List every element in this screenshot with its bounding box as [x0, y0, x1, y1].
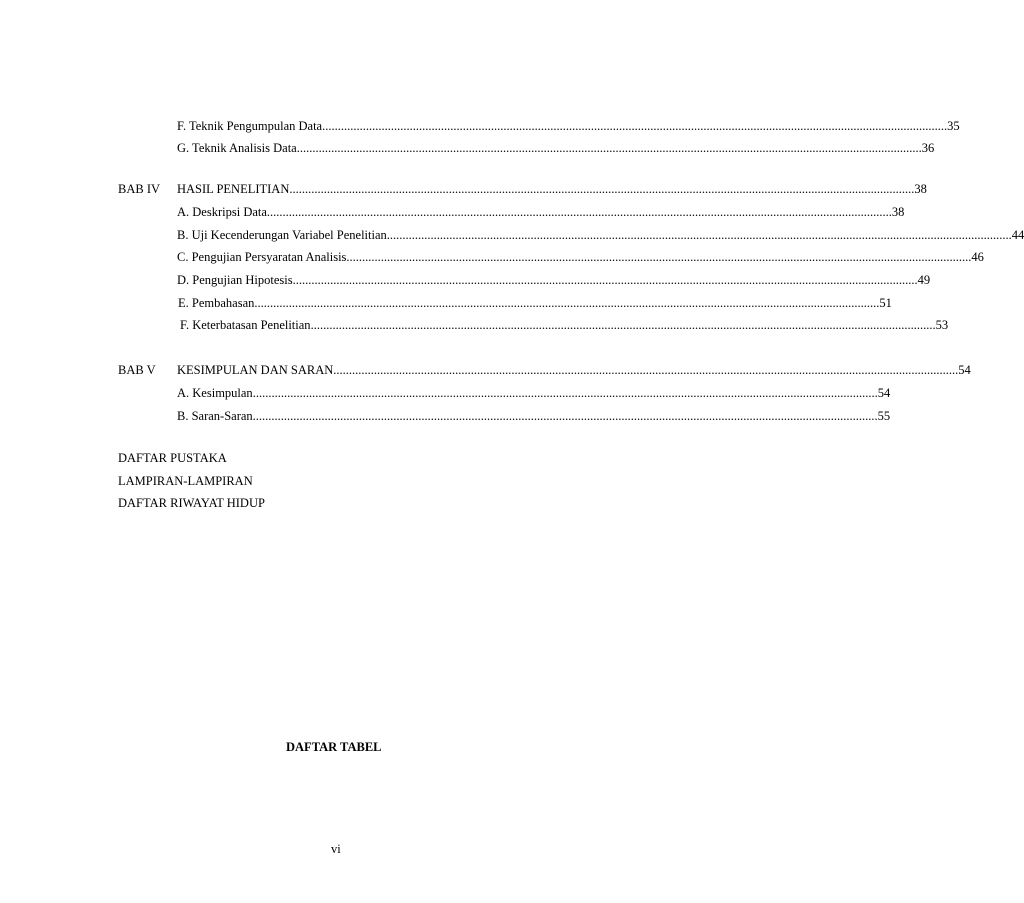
toc-entry-page: 49 [917, 273, 931, 287]
toc-entry-page: 38 [891, 205, 905, 219]
toc-leader-dots: ........................................................................................................................................................................................................ [322, 119, 948, 133]
chapter-code-bab-iv: BAB IV [118, 182, 161, 196]
toc-entry-pengujian-persyaratan [177, 250, 984, 265]
toc-leader-dots: ........................................................................................................................................................................................................ [292, 273, 918, 287]
toc-entry-label: E. Pembahasan [178, 296, 255, 310]
toc-entry-page: 53 [935, 318, 949, 332]
toc-lampiran-lampiran: LAMPIRAN-LAMPIRAN [118, 474, 253, 488]
toc-entry-label: C. Pengujian Persyaratan Analisis [177, 250, 347, 264]
toc-leader-dots: ........................................................................................................................................................................................................ [266, 205, 892, 219]
toc-entry-page: 54 [877, 386, 891, 400]
toc-entry-teknik-pengumpulan-data [177, 119, 960, 134]
toc-chapter-kesimpulan-dan-saran [177, 363, 971, 378]
toc-entry-page: 36 [921, 141, 935, 155]
toc-chapter-hasil-penelitian [177, 182, 927, 197]
toc-daftar-pustaka: DAFTAR PUSTAKA [118, 451, 227, 465]
toc-entry-page: 54 [958, 363, 971, 377]
toc-entry-label: D. Pengujian Hipotesis [177, 273, 293, 287]
chapter-code-bab-v: BAB V [118, 363, 156, 377]
toc-entry-saran-saran [177, 409, 891, 424]
toc-leader-dots: ........................................................................................................................................................................................................ [333, 363, 959, 377]
toc-leader-dots: ........................................................................................................................................................................................................ [346, 250, 972, 264]
toc-leader-dots: ........................................................................................................................................................................................................ [254, 296, 880, 310]
toc-entry-teknik-analisis-data [177, 141, 935, 156]
toc-leader-dots: ........................................................................................................................................................................................................ [252, 386, 878, 400]
toc-entry-page: 35 [947, 119, 960, 133]
toc-entry-pengujian-hipotesis [177, 273, 931, 288]
toc-leader-dots: ........................................................................................................................................................................................................ [386, 228, 1012, 242]
toc-entry-uji-kecenderungan [177, 228, 1024, 243]
page-number: vi [331, 842, 341, 856]
toc-leader-dots: ........................................................................................................................................................................................................ [289, 182, 915, 196]
toc-leader-dots: ........................................................................................................................................................................................................ [310, 318, 936, 332]
toc-entry-page: 38 [914, 182, 927, 196]
toc-entry-keterbatasan-penelitian [180, 318, 949, 333]
toc-entry-label: A. Kesimpulan [177, 386, 253, 400]
toc-entry-label: G. Teknik Analisis Data [177, 141, 297, 155]
toc-entry-page: 51 [879, 296, 892, 310]
toc-entry-label: F. Keterbatasan Penelitian [180, 318, 311, 332]
toc-entry-kesimpulan [177, 386, 891, 401]
toc-leader-dots: ........................................................................................................................................................................................................ [296, 141, 922, 155]
toc-entry-deskripsi-data [177, 205, 905, 220]
toc-entry-label: F. Teknik Pengumpulan Data [177, 119, 323, 133]
toc-leader-dots: ........................................................................................................................................................................................................ [252, 409, 878, 423]
section-heading-daftar-tabel: DAFTAR TABEL [286, 740, 382, 754]
toc-entry-label: HASIL PENELITIAN [177, 182, 290, 196]
toc-entry-pembahasan [178, 296, 892, 311]
toc-entry-label: B. Saran-Saran [177, 409, 253, 423]
toc-entry-page: 44 [1011, 228, 1024, 242]
toc-entry-page: 46 [971, 250, 984, 264]
toc-entry-label: B. Uji Kecenderungan Variabel Penelitian [177, 228, 387, 242]
toc-entry-page: 55 [877, 409, 891, 423]
toc-entry-label: A. Deskripsi Data [177, 205, 267, 219]
toc-daftar-riwayat-hidup: DAFTAR RIWAYAT HIDUP [118, 496, 265, 510]
toc-entry-label: KESIMPULAN DAN SARAN [177, 363, 334, 377]
